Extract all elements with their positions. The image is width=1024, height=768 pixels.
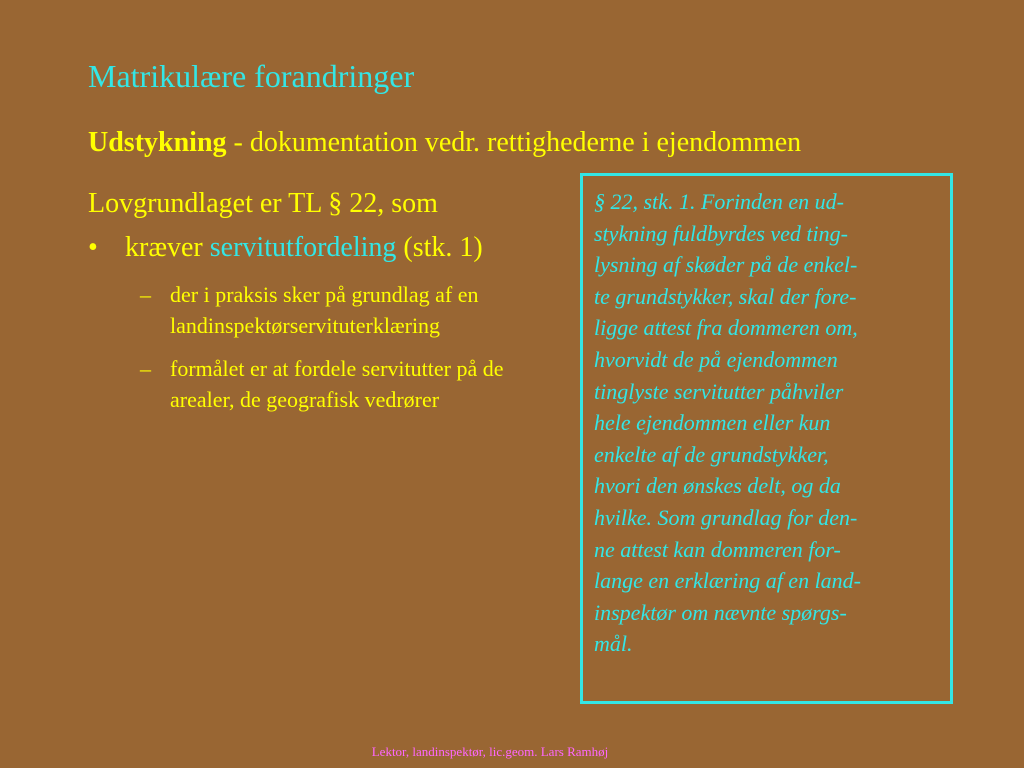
subtitle-keyword: Udstykning bbox=[88, 127, 227, 158]
quote-line: lange en erklæring af en land- bbox=[594, 568, 862, 594]
subpoint-item bbox=[140, 353, 560, 415]
subtitle-description: - dokumentation vedr. rettighederne i ejendommen bbox=[226, 127, 802, 158]
quote-line: enkelte af de grundstykker, bbox=[594, 441, 829, 467]
quote-line: inspektør om nævnte spørgs- bbox=[594, 599, 847, 625]
bullet-prefix: kræver bbox=[125, 232, 210, 263]
quote-line: tinglyste servitutter påhviler bbox=[594, 378, 844, 404]
legal-basis-text: Lovgrundlaget er TL § 22, som bbox=[88, 188, 438, 219]
slide-subtitle bbox=[88, 127, 801, 159]
slide-title: Matrikulære forandringer bbox=[88, 58, 415, 94]
quote-line: lysning af skøder på de enkel- bbox=[594, 252, 858, 278]
quote-line: te grundstykker, skal der fore- bbox=[594, 283, 857, 309]
quote-line: ligge attest fra dommeren om, bbox=[594, 315, 858, 341]
subpoint-marker: – bbox=[140, 356, 151, 381]
quote-line: hvori den ønskes delt, og da bbox=[594, 473, 841, 499]
law-quote-text bbox=[594, 186, 861, 660]
bullet-highlight: servitutfordeling bbox=[209, 232, 397, 263]
subpoint-text: formålet er at fordele servitutter på de arealer, de geografisk vedrører bbox=[170, 356, 504, 412]
bullet-marker: • bbox=[88, 232, 98, 263]
quote-line: hele ejendommen eller kun bbox=[594, 410, 831, 436]
quote-line: hvilke. Som grundlag for den- bbox=[594, 504, 858, 530]
quote-line: § 22, stk. 1. Forinden en ud- bbox=[594, 189, 844, 214]
law-quote-box bbox=[580, 173, 953, 704]
quote-line: ne attest kan dommeren for- bbox=[594, 536, 841, 562]
quote-line: mål. bbox=[594, 631, 633, 657]
bullet-item bbox=[88, 232, 483, 264]
subpoint-marker: – bbox=[140, 282, 151, 307]
subpoint-text: der i praksis sker på grundlag af en landinspektørservituterklæring bbox=[170, 282, 479, 338]
bullet-suffix: (stk. 1) bbox=[396, 232, 483, 263]
quote-line: hvorvidt de på ejendommen bbox=[594, 346, 838, 372]
quote-line: stykning fuldbyrdes ved ting- bbox=[594, 220, 848, 246]
subpoint-item bbox=[140, 279, 560, 341]
slide-footer: Lektor, landinspektør, lic.geom. Lars Ramhøj bbox=[371, 744, 609, 759]
